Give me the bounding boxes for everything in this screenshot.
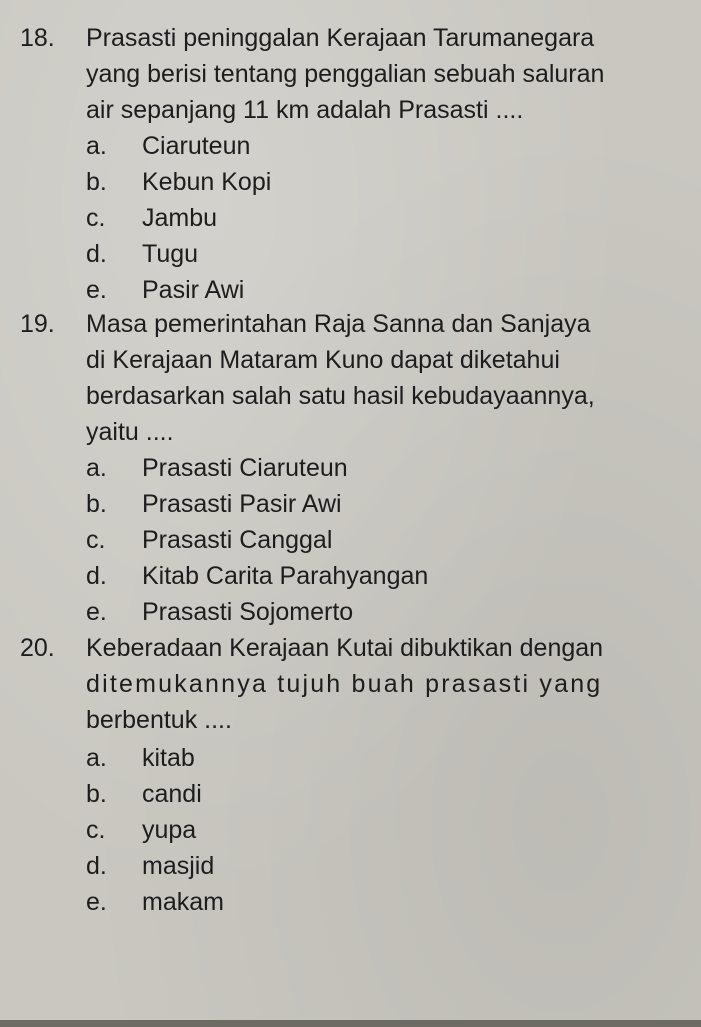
question-text-line: di Kerajaan Mataram Kuno dapat diketahui [86, 346, 560, 374]
option-b[interactable] [86, 486, 342, 522]
option-letter: d. [86, 852, 107, 880]
option-a[interactable] [86, 450, 348, 486]
option-c[interactable] [86, 200, 217, 236]
option-letter: e. [86, 598, 107, 626]
option-letter: b. [86, 780, 107, 808]
option-text: Kitab Carita Parahyangan [142, 562, 429, 590]
option-letter: d. [86, 562, 107, 590]
option-text: Prasasti Ciaruteun [142, 454, 348, 482]
question-text-line: ditemukannya tujuh buah prasasti yang [86, 670, 603, 698]
option-letter: c. [86, 526, 106, 554]
question-number: 19. [20, 310, 55, 338]
option-text: makam [142, 888, 224, 916]
option-letter: d. [86, 240, 107, 268]
question-text-line: berdasarkan salah satu hasil kebudayaannya, [86, 382, 595, 410]
question-text-line: yaitu .... [86, 418, 174, 446]
option-e[interactable] [86, 272, 244, 308]
question-text-line: Masa pemerintahan Raja Sanna dan Sanjaya [86, 310, 591, 338]
option-text: Jambu [142, 204, 218, 232]
option-a[interactable] [86, 740, 195, 776]
option-letter: c. [86, 816, 106, 844]
option-text: Prasasti Sojomerto [142, 598, 354, 626]
question-text-line: yang berisi tentang penggalian sebuah saluran [86, 60, 605, 88]
option-e[interactable] [86, 594, 353, 630]
option-letter: a. [86, 132, 107, 160]
question-text-line: Prasasti peninggalan Kerajaan Tarumanegara [86, 24, 595, 52]
option-text: Pasir Awi [142, 276, 245, 304]
option-d[interactable] [86, 558, 428, 594]
option-letter: b. [86, 168, 107, 196]
option-a[interactable] [86, 128, 250, 164]
option-text: Tugu [142, 240, 199, 268]
option-letter: b. [86, 490, 107, 518]
question-text-line: air sepanjang 11 km adalah Prasasti .... [86, 96, 524, 124]
option-b[interactable] [86, 164, 271, 200]
option-letter: e. [86, 276, 107, 304]
option-text: Kebun Kopi [142, 168, 272, 196]
option-c[interactable] [86, 522, 332, 558]
option-text: yupa [142, 816, 197, 844]
question-text-line: Keberadaan Kerajaan Kutai dibuktikan dengan [86, 634, 604, 662]
option-text: Ciaruteun [142, 132, 251, 160]
question-number: 18. [20, 24, 55, 52]
option-text: masjid [142, 852, 215, 880]
option-c[interactable] [86, 812, 196, 848]
question-text-line: berbentuk .... [86, 706, 232, 734]
option-d[interactable] [86, 236, 198, 272]
option-text: Prasasti Canggal [142, 526, 333, 554]
option-text: candi [142, 780, 202, 808]
option-letter: a. [86, 744, 107, 772]
option-text: Prasasti Pasir Awi [142, 490, 342, 518]
option-letter: c. [86, 204, 106, 232]
option-letter: a. [86, 454, 107, 482]
option-text: kitab [142, 744, 195, 772]
option-d[interactable] [86, 848, 214, 884]
option-b[interactable] [86, 776, 202, 812]
page-bottom-edge [0, 1020, 701, 1027]
option-letter: e. [86, 888, 107, 916]
question-number: 20. [20, 634, 55, 662]
option-e[interactable] [86, 884, 224, 920]
